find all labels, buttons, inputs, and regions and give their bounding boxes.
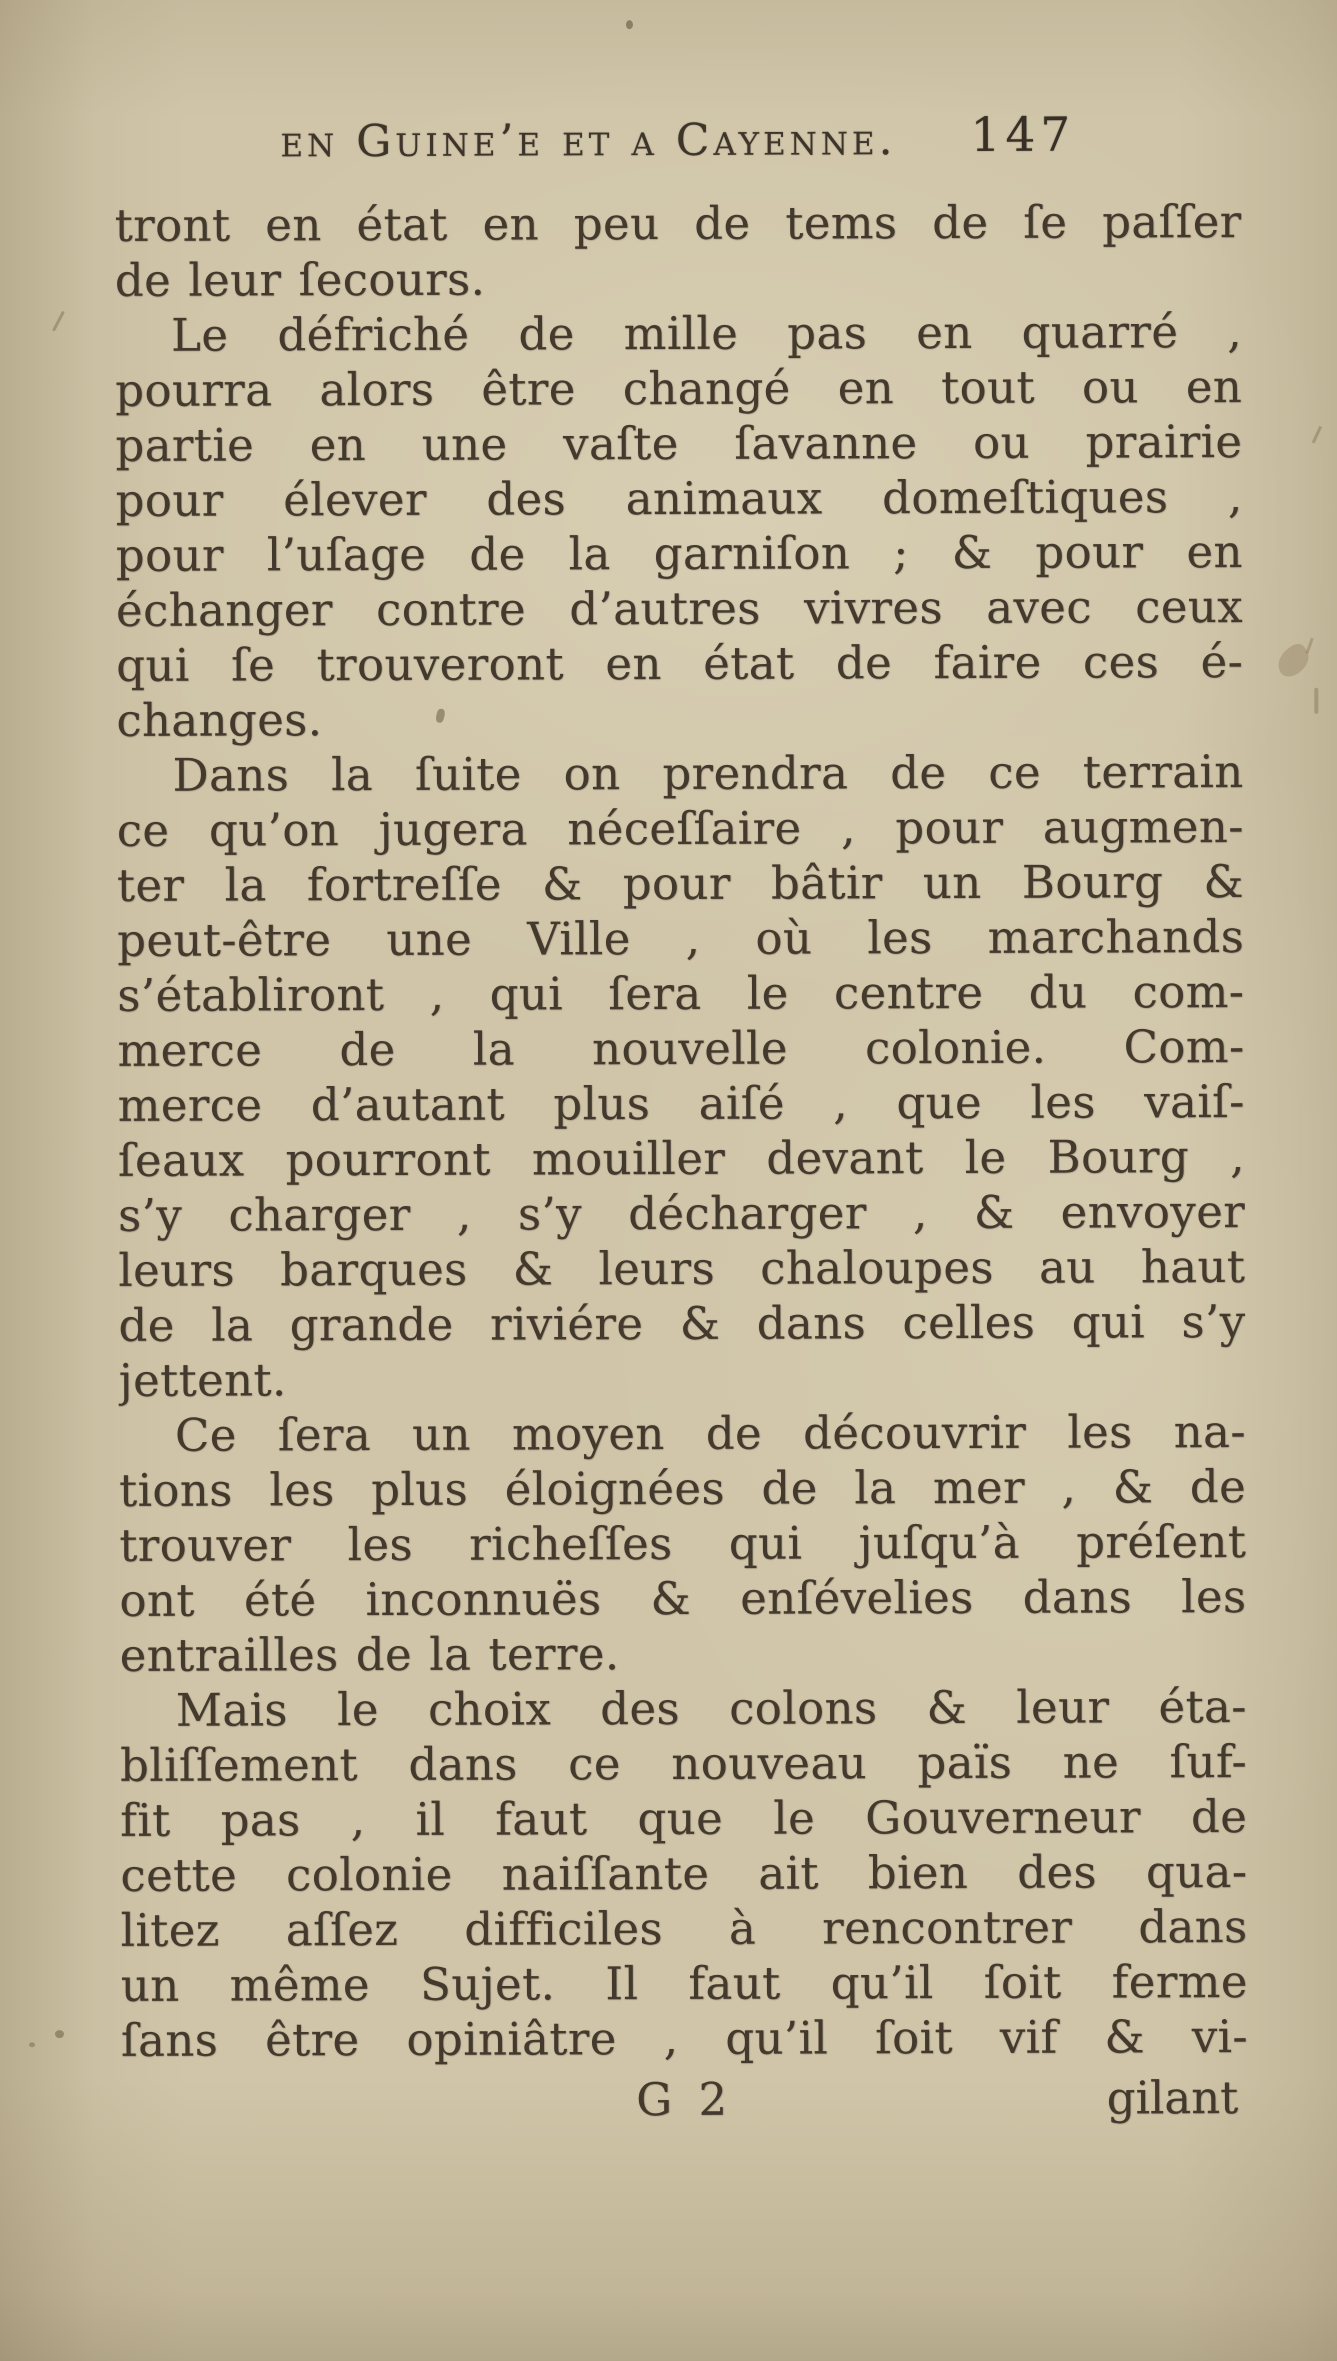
- text-line: Le défriché de mille pas en quarré ,: [170, 304, 1243, 362]
- text-line: pourra alors être changé en tout ou en: [115, 359, 1243, 417]
- running-title: en Guine’e et a Cayenne.: [280, 114, 897, 168]
- text-line: ſeaux pourront mouiller devant le Bourg ,: [117, 1129, 1246, 1187]
- text-line: merce d’autant plus aiſé , que les vaiſ-: [117, 1074, 1245, 1132]
- text-line: litez aſſez difficiles à rencontrer dans: [120, 1899, 1248, 1957]
- text-line: changes.: [116, 693, 323, 747]
- running-header: [114, 107, 1241, 169]
- text-line: Ce ſera un moyen de découvrir les na-: [174, 1404, 1246, 1462]
- text-line: bliſſement dans ce nouveau païs ne ſuf-: [119, 1734, 1248, 1792]
- ink-speck: [55, 2030, 64, 2038]
- paper-smudge: [1272, 640, 1315, 681]
- ink-mark: [52, 311, 65, 332]
- text-line: Dans la ſuite on prendra de ce terrain: [172, 744, 1244, 802]
- text-line: pour l’uſage de la garniſon ; & pour en: [115, 524, 1243, 582]
- text-line: un même Sujet. Il faut qu’il ſoit ferme: [120, 1954, 1248, 2012]
- text-line: ter la fortreſſe & pour bâtir un Bourg &: [116, 854, 1245, 912]
- text-line: trouver les richeſſes qui juſqu’à préſent: [119, 1514, 1247, 1572]
- ink-mark: [1306, 638, 1314, 654]
- text-line: cette colonie naiſſante ait bien des qua-: [120, 1844, 1248, 1902]
- ink-speck: [29, 2042, 35, 2047]
- text-line: peut-être une Ville , où les marchands: [117, 909, 1245, 967]
- text-line: s’y charger , s’y décharger , & envoyer: [118, 1184, 1246, 1242]
- page-number: 147: [970, 107, 1076, 163]
- text-line: ont été inconnuës & enſévelies dans les: [119, 1569, 1247, 1627]
- text-line: partie en une vaſte ſavanne ou prairie: [115, 414, 1243, 472]
- text-line: de la grande riviére & dans celles qui s’y: [118, 1294, 1246, 1352]
- text-line: échanger contre d’autres vivres avec ceux: [115, 579, 1244, 637]
- text-line: de leur ſecours.: [114, 252, 486, 307]
- body-text-block: [115, 194, 1249, 2068]
- page-footer: [121, 2068, 1248, 2132]
- ink-mark: [1314, 688, 1318, 714]
- text-line: qui ſe trouveront en état de faire ces é-: [116, 634, 1244, 692]
- ink-mark: [1312, 426, 1322, 444]
- text-line: s’établiront , qui ſera le centre du com-: [117, 964, 1245, 1022]
- text-line: jettent.: [118, 1353, 287, 1407]
- text-line: tront en état en peu de tems de ſe paſſer: [114, 194, 1242, 252]
- text-line: leurs barques & leurs chaloupes au haut: [118, 1239, 1246, 1297]
- text-line: merce de la nouvelle colonie. Com-: [117, 1019, 1245, 1077]
- text-line: fit pas , il faut que le Gouverneur de: [120, 1789, 1248, 1847]
- text-line: ſans être opiniâtre , qu’il ſoit vif & vi-: [120, 2009, 1249, 2067]
- text-line: ce qu’on jugera néceſſaire , pour augmen-: [116, 799, 1244, 857]
- ink-speck: [626, 20, 633, 29]
- text-line: pour élever des animaux domeſtiques ,: [115, 469, 1243, 527]
- catchword: gilant: [1106, 2071, 1239, 2125]
- text-line: tions les plus éloignées de la mer , & de: [118, 1459, 1247, 1517]
- text-line: entrailles de la terre.: [119, 1627, 620, 1682]
- signature-mark: G 2: [636, 2072, 734, 2127]
- text-line: Mais le choix des colons & leur éta-: [175, 1679, 1247, 1737]
